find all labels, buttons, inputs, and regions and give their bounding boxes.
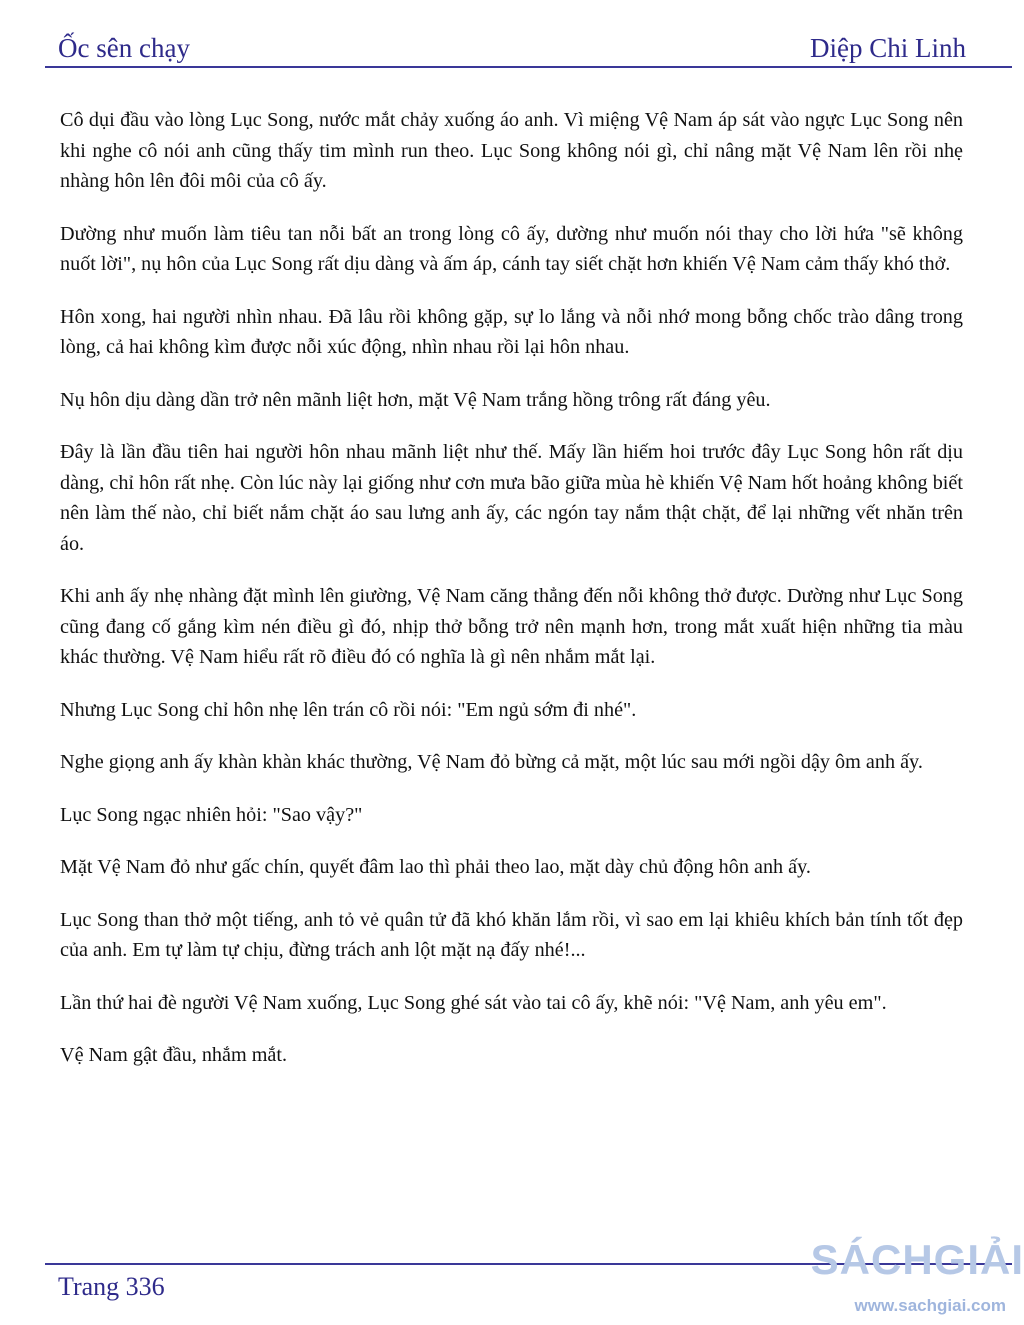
watermark xyxy=(810,1228,1024,1320)
paragraph: Nhưng Lục Song chỉ hôn nhẹ lên trán cô rồi nói: "Em ngủ sớm đi nhé". xyxy=(60,698,637,721)
page-number: Trang 336 xyxy=(58,1272,165,1301)
paragraph: Nụ hôn dịu dàng dần trở nên mãnh liệt hơn, mặt Vệ Nam trắng hồng trông rất đáng yêu. xyxy=(60,388,771,411)
paragraph: Cô dụi đầu vào lòng Lục Song, nước mắt chảy xuống áo anh. Vì miệng Vệ Nam áp sát vào ngực Lục Song nên khi nghe cô nói anh cũng thấy tim mình run theo. Lục Song không nói gì, chỉ nâng mặt Vệ Nam lên rồi nhẹ nhàng hôn lên đôi môi của cô ấy. xyxy=(60,109,963,192)
header-divider xyxy=(45,66,1012,68)
paragraph: Lần thứ hai đè người Vệ Nam xuống, Lục Song ghé sát vào tai cô ấy, khẽ nói: "Vệ Nam, anh yêu em". xyxy=(60,991,887,1014)
paragraph: Vệ Nam gật đầu, nhắm mắt. xyxy=(60,1044,288,1066)
paragraph: Nghe giọng anh ấy khàn khàn khác thường, Vệ Nam đỏ bừng cả mặt, một lúc sau mới ngồi dậy ôm anh ấy. xyxy=(60,751,923,773)
paragraph: Khi anh ấy nhẹ nhàng đặt mình lên giường, Vệ Nam căng thẳng đến nỗi không thở được. Dường như Lục Song cũng đang cố gắng kìm nén điều gì đó, nhịp thở bỗng trở nên mạnh hơn, trong mắt xuất hiện những tia màu khác thường. Vệ Nam hiểu rất rõ điều đó có nghĩa là gì nên nhắm mắt lại. xyxy=(60,585,963,668)
paragraph: Mặt Vệ Nam đỏ như gấc chín, quyết đâm lao thì phải theo lao, mặt dày chủ động hôn anh ấy. xyxy=(60,856,811,878)
author-name: Diệp Chi Linh xyxy=(810,33,966,63)
page-header xyxy=(58,24,966,64)
paragraph: Lục Song than thở một tiếng, anh tỏ vẻ quân tử đã khó khăn lắm rồi, vì sao em lại khiêu khích bản tính tốt đẹp của anh. Em tự làm tự chịu, đừng trách anh lột mặt nạ đấy nhé!... xyxy=(60,908,963,961)
paragraph: Đây là lần đầu tiên hai người hôn nhau mãnh liệt như thế. Mấy lần hiếm hoi trước đây Lục Song hôn rất dịu dàng, chỉ hôn rất nhẹ. Còn lúc này lại giống như cơn mưa bão giữa mùa hè khiến Vệ Nam hốt hoảng không biết nên làm thế nào, chỉ biết nắm chặt áo sau lưng anh ấy, các ngón tay nắm thật chặt, để lại những vết nhăn trên áo. xyxy=(60,441,963,555)
watermark-logo: SÁCHGIẢI xyxy=(810,1236,1024,1283)
paragraph: Hôn xong, hai người nhìn nhau. Đã lâu rồi không gặp, sự lo lắng và nỗi nhớ mong bỗng chốc trào dâng trong lòng, cả hai không kìm được nỗi xúc động, nhìn nhau rồi lại hôn nhau. xyxy=(60,305,963,358)
watermark-url: www.sachgiai.com xyxy=(854,1296,1006,1315)
book-title: Ốc sên chạy xyxy=(58,33,190,63)
paragraph: Dường như muốn làm tiêu tan nỗi bất an trong lòng cô ấy, dường như muốn nói thay cho lời hứa "sẽ không nuốt lời", nụ hôn của Lục Song rất dịu dàng và ấm áp, cánh tay siết chặt hơn khiến Vệ Nam cảm thấy khó thở. xyxy=(60,222,963,275)
page-body xyxy=(60,105,963,1093)
paragraph: Lục Song ngạc nhiên hỏi: "Sao vậy?" xyxy=(60,803,363,826)
